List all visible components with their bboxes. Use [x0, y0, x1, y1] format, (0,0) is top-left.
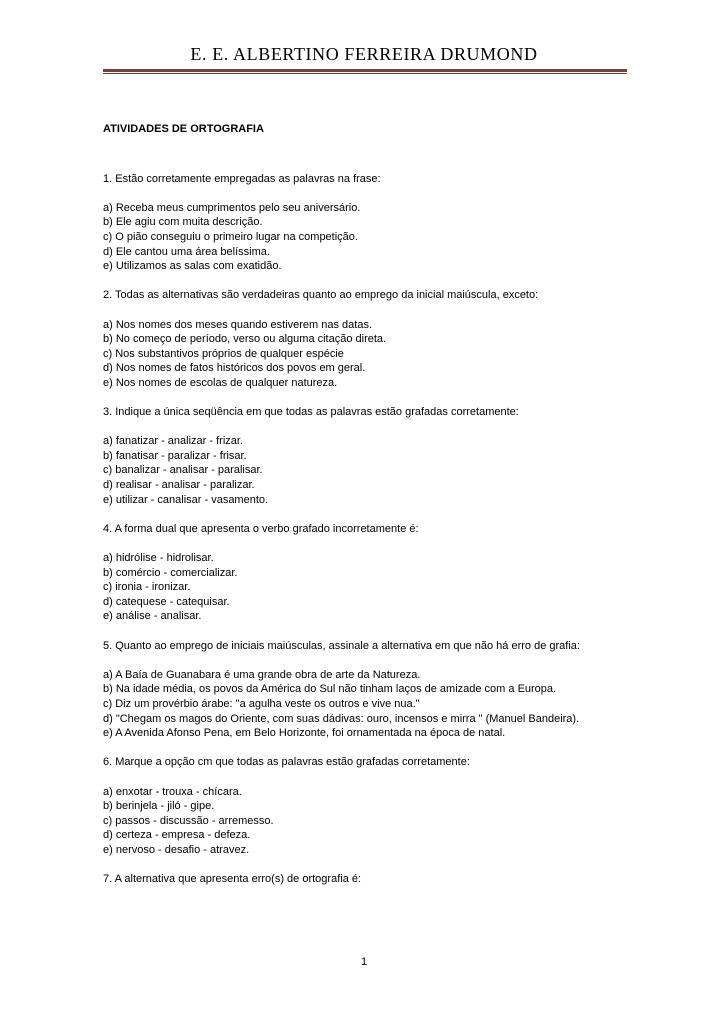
question-7 [103, 872, 623, 887]
option-item: a) hidrólise - hidrolisar. [103, 552, 214, 565]
header-rule-thick [103, 69, 627, 72]
question-text: 5. Quanto ao emprego de iniciais maiúsculas, assinale a alternativa em que não há erro de grafia: [103, 639, 580, 652]
school-name: E. E. ALBERTINO FERREIRA DRUMOND [190, 44, 538, 64]
option-item: e) Utilizamos as salas com exatidão. [103, 260, 282, 273]
option-item: c) passos - discussão - arremesso. [103, 814, 274, 827]
option-list [103, 434, 623, 507]
option-item: d) Nos nomes de fatos históricos dos povos em geral. [103, 362, 366, 375]
option-item: a) fanatizar - analizar - frizar. [103, 435, 243, 448]
option-item: e) análise - analisar. [103, 610, 202, 623]
question-3 [103, 405, 623, 507]
question-5 [103, 639, 623, 741]
document-heading: ATIVIDADES DE ORTOGRAFIA [103, 123, 264, 135]
option-item: d) Ele cantou uma área belíssima. [103, 245, 270, 258]
option-list [103, 551, 623, 624]
option-item: e) utilizar - canalisar - vasamento. [103, 493, 269, 506]
option-item: b) berinjela - jiló - gipe. [103, 800, 215, 813]
option-item: b) Ele agiu com muita descrição. [103, 216, 263, 229]
option-item: b) No começo de período, verso ou alguma citação direta. [103, 333, 387, 346]
option-list [103, 201, 623, 274]
document-body [103, 122, 623, 901]
question-2 [103, 288, 623, 390]
option-item: c) Diz um provérbio árabe: "a agulha veste os outros e vive nua." [103, 697, 420, 710]
question-text: 1. Estão corretamente empregadas as palavras na frase: [103, 172, 381, 185]
option-item: b) fanatisar - paralizar - frisar. [103, 449, 247, 462]
option-item: d) certeza - empresa - defeza. [103, 829, 251, 842]
question-4 [103, 522, 623, 624]
option-item: a) Nos nomes dos meses quando estiverem nas datas. [103, 318, 373, 331]
question-list [103, 172, 623, 887]
question-text: 7. A alternativa que apresenta erro(s) de ortografia é: [103, 873, 362, 886]
question-text: 4. A forma dual que apresenta o verbo grafado incorretamente é: [103, 522, 419, 535]
option-item: a) enxotar - trouxa - chícara. [103, 785, 242, 798]
header-rule-thin [103, 73, 627, 74]
option-item: d) "Chegam os magos do Oriente, com suas dádivas: ouro, incensos e mirra " (Manuel Bandeira). [103, 712, 580, 725]
option-item: e) nervoso - desafio - atravez. [103, 843, 250, 856]
question-text: 3. Indique a única seqüência em que todas as palavras estão grafadas corretamente: [103, 406, 519, 419]
question-6 [103, 755, 623, 857]
option-item: a) Receba meus cumprimentos pelo seu aniversário. [103, 201, 361, 214]
question-1 [103, 172, 623, 274]
option-item: e) A Avenida Afonso Pena, em Belo Horizonte, foi ornamentada na época de natal. [103, 727, 506, 740]
option-item: c) O pião conseguiu o primeiro lugar na competição. [103, 230, 358, 243]
option-list [103, 318, 623, 391]
option-item: c) banalizar - analisar - paralisar. [103, 464, 263, 477]
question-text: 6. Marque a opção cm que todas as palavras estão grafadas corretamente: [103, 756, 470, 769]
option-item: b) comércio - comercializar. [103, 566, 238, 579]
option-item: d) realisar - analisar - paralizar. [103, 479, 255, 492]
option-item: d) catequese - catequisar. [103, 595, 230, 608]
page-number: 1 [360, 956, 368, 968]
option-item: b) Na idade média, os povos da América do Sul não tinham laços de amizade com a Europa. [103, 683, 557, 696]
option-item: e) Nos nomes de escolas de qualquer natureza. [103, 376, 338, 389]
option-item: a) A Baía de Guanabara é uma grande obra de arte da Natureza. [103, 668, 421, 681]
option-item: c) Nos substantivos próprios de qualquer espécie [103, 347, 344, 360]
option-list [103, 668, 623, 741]
option-item: c) ironia - ironizar. [103, 581, 191, 594]
question-text: 2. Todas as alternativas são verdadeiras quanto ao emprego da inicial maiúscula, exceto: [103, 289, 539, 302]
option-list [103, 785, 623, 858]
